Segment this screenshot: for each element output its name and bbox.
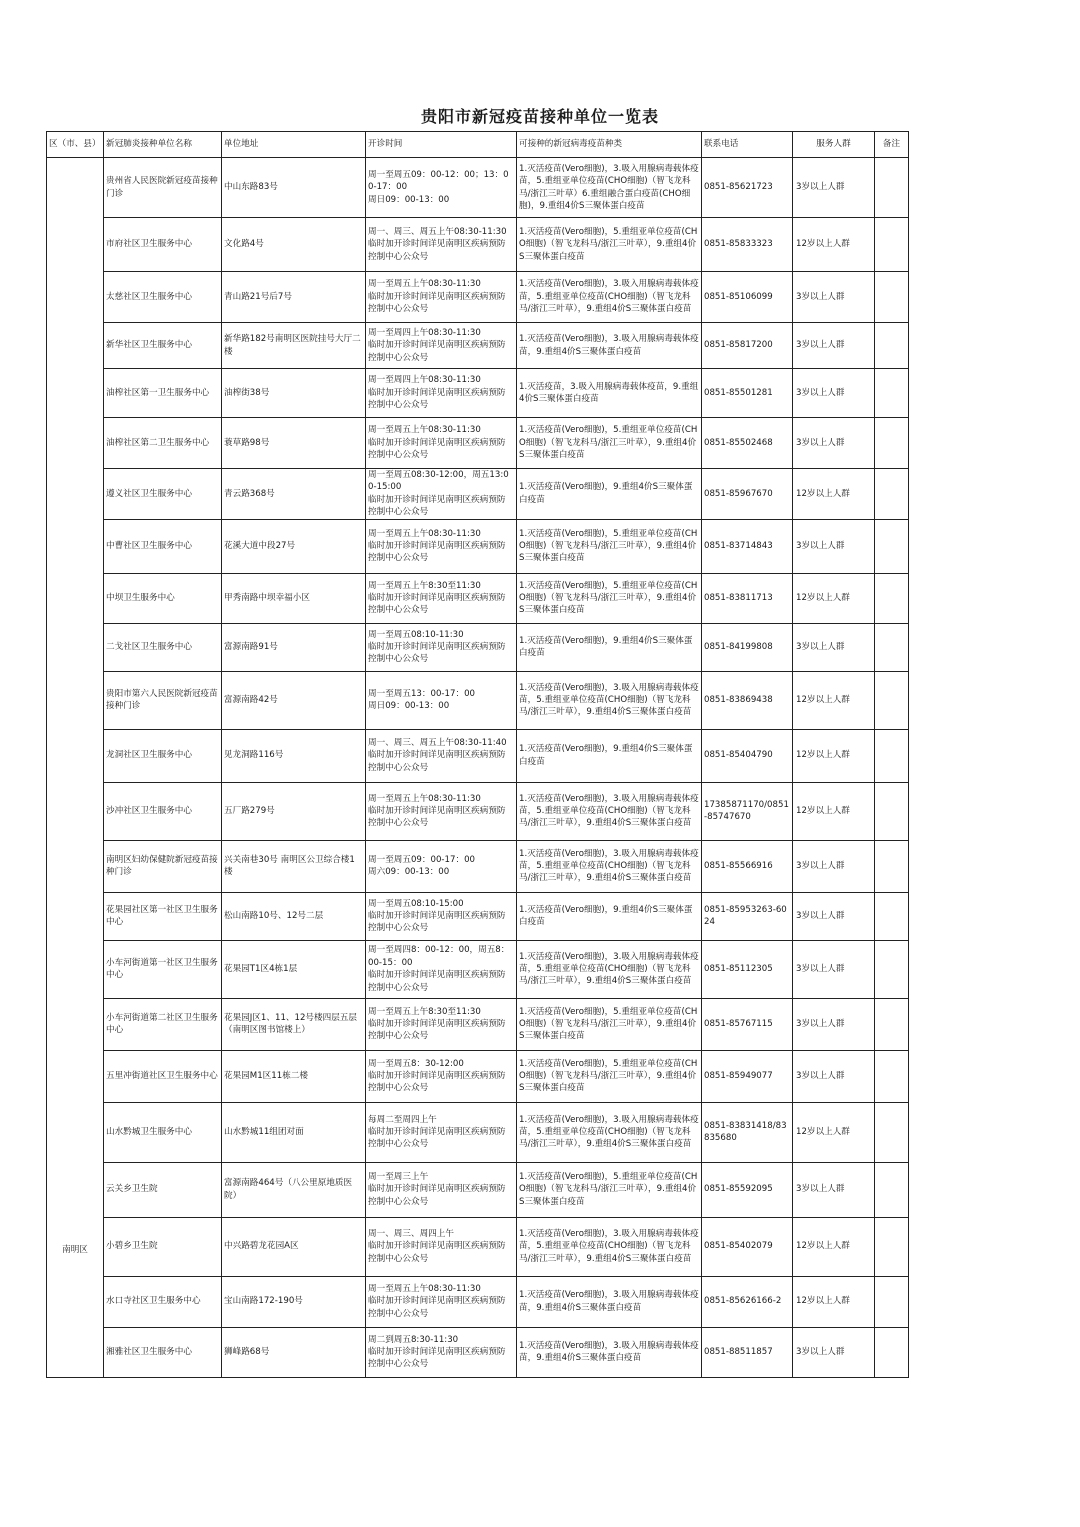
cell-phone: 0851-85112305 (702, 940, 793, 998)
cell-hours: 周一至周五08:10-11:30 临时加开诊时间详见南明区疾病预防控制中心公众号 (366, 623, 517, 671)
cell-phone: 0851-85626166-2 (702, 1276, 793, 1327)
cell-phone: 0851-85621723 (702, 158, 793, 218)
cell-hours: 周一至周四8：00-12：00，周五8：00-15：00 临时加开诊时间详见南明区疾病预防控制中心公众号 (366, 940, 517, 998)
cell-name: 太慈社区卫生服务中心 (104, 272, 222, 323)
cell-hours: 周一至周五上午08:30-11:30 临时加开诊时间详见南明区疾病预防控制中心公众号 (366, 272, 517, 323)
cell-vaccines: 1.灭活疫苗(Vero细胞)，5.重组亚单位疫苗(CHO细胞)（智飞龙科马/浙江三叶草），9.重组4价S三聚体蛋白疫苗 (517, 519, 702, 573)
table-row (47, 218, 909, 272)
cell-address: 中兴路碧龙花园A区 (222, 1217, 366, 1276)
cell-address: 富源南路464号（八公里原地质医院） (222, 1162, 366, 1217)
cell-population: 3岁以上人群 (793, 369, 875, 418)
cell-name: 水口寺社区卫生服务中心 (104, 1276, 222, 1327)
cell-remarks (875, 840, 909, 892)
cell-name: 中曹社区卫生服务中心 (104, 519, 222, 573)
cell-name: 新华社区卫生服务中心 (104, 323, 222, 369)
cell-address: 新华路182号南明区医院挂号大厅二楼 (222, 323, 366, 369)
table-row (47, 940, 909, 998)
cell-vaccines: 1.灭活疫苗(Vero细胞)，5.重组亚单位疫苗(CHO细胞)（智飞龙科马/浙江三叶草），9.重组4价S三聚体蛋白疫苗 (517, 998, 702, 1050)
cell-vaccines: 1.灭活疫苗(Vero细胞)，3.吸入用腺病毒载体疫苗，9.重组4价S三聚体蛋白疫苗 (517, 1327, 702, 1377)
cell-population: 12岁以上人群 (793, 1102, 875, 1162)
vaccination-table (46, 131, 909, 1378)
cell-population: 3岁以上人群 (793, 1327, 875, 1377)
cell-population: 12岁以上人群 (793, 729, 875, 782)
table-row (47, 782, 909, 840)
cell-vaccines: 1.灭活疫苗(Vero细胞)，3.吸入用腺病毒载体疫苗，5.重组亚单位疫苗(CHO细胞)（智飞龙科马/浙江三叶草），9.重组4价S三聚体蛋白疫苗 (517, 782, 702, 840)
table-row (47, 158, 909, 218)
cell-name: 市府社区卫生服务中心 (104, 218, 222, 272)
table-row (47, 892, 909, 940)
cell-hours: 周二到周五8:30-11:30 临时加开诊时间详见南明区疾病预防控制中心公众号 (366, 1327, 517, 1377)
cell-remarks (875, 469, 909, 520)
cell-phone: 0851-85767115 (702, 998, 793, 1050)
cell-name: 龙洞社区卫生服务中心 (104, 729, 222, 782)
cell-hours: 周一至周五08:10-15:00 临时加开诊时间详见南明区疾病预防控制中心公众号 (366, 892, 517, 940)
cell-population: 12岁以上人群 (793, 671, 875, 729)
cell-remarks (875, 573, 909, 623)
cell-population: 3岁以上人群 (793, 272, 875, 323)
cell-remarks (875, 729, 909, 782)
table-row (47, 671, 909, 729)
table-row (47, 1162, 909, 1217)
cell-population: 3岁以上人群 (793, 1162, 875, 1217)
cell-vaccines: 1.灭活疫苗(Vero细胞)，9.重组4价S三聚体蛋白疫苗 (517, 623, 702, 671)
cell-vaccines: 1.灭活疫苗(Vero细胞)，9.重组4价S三聚体蛋白疫苗 (517, 892, 702, 940)
cell-phone: 0851-85833323 (702, 218, 793, 272)
cell-phone: 0851-85404790 (702, 729, 793, 782)
cell-address: 五厂路279号 (222, 782, 366, 840)
cell-vaccines: 1.灭活疫苗(Vero细胞)，3.吸入用腺病毒载体疫苗，5.重组亚单位疫苗(CHO细胞)（智飞龙科马/浙江三叶草），9.重组4价S三聚体蛋白疫苗 (517, 1102, 702, 1162)
cell-address: 宝山南路172-190号 (222, 1276, 366, 1327)
cell-population: 12岁以上人群 (793, 469, 875, 520)
cell-hours: 周一至周五08:30-12:00，周五13:00-15:00 临时加开诊时间详见南明区疾病预防控制中心公众号 (366, 469, 517, 520)
table-title: 贵阳市新冠疫苗接种单位一览表 (420, 107, 659, 126)
cell-vaccines: 1.灭活疫苗(Vero细胞)，3.吸入用腺病毒载体疫苗，5.重组亚单位疫苗(CHO细胞)（智飞龙科马/浙江三叶草），9.重组4价S三聚体蛋白疫苗 (517, 671, 702, 729)
table-row (47, 469, 909, 520)
cell-address: 花果园M1区11栋二楼 (222, 1050, 366, 1102)
header-row (47, 132, 909, 158)
cell-address: 富源南路42号 (222, 671, 366, 729)
table-row (47, 623, 909, 671)
header-address: 单位地址 (222, 132, 366, 158)
cell-vaccines: 1.灭活疫苗，3.吸入用腺病毒载体疫苗，9.重组4价S三聚体蛋白疫苗 (517, 369, 702, 418)
cell-name: 湘雅社区卫生服务中心 (104, 1327, 222, 1377)
cell-remarks (875, 272, 909, 323)
header-district: 区（市、县） (47, 132, 104, 158)
cell-phone: 17385871170/0851-85747670 (702, 782, 793, 840)
cell-name: 油榨社区第一卫生服务中心 (104, 369, 222, 418)
cell-address: 松山南路10号、12号二层 (222, 892, 366, 940)
cell-remarks (875, 940, 909, 998)
cell-population: 12岁以上人群 (793, 218, 875, 272)
cell-phone: 0851-85106099 (702, 272, 793, 323)
cell-name: 山水黔城卫生服务中心 (104, 1102, 222, 1162)
cell-name: 南明区妇幼保健院新冠疫苗接种门诊 (104, 840, 222, 892)
cell-hours: 周一至周五上午08:30-11:30 临时加开诊时间详见南明区疾病预防控制中心公众号 (366, 519, 517, 573)
cell-remarks (875, 998, 909, 1050)
cell-address: 富源南路91号 (222, 623, 366, 671)
cell-name: 小碧乡卫生院 (104, 1217, 222, 1276)
cell-hours: 周一、周三、周五上午08:30-11:40 临时加开诊时间详见南明区疾病预防控制中心公众号 (366, 729, 517, 782)
cell-phone: 0851-83869438 (702, 671, 793, 729)
table-row (47, 1327, 909, 1377)
cell-remarks (875, 418, 909, 469)
table-row (47, 998, 909, 1050)
cell-address: 花溪大道中段27号 (222, 519, 366, 573)
cell-hours: 每周二至周四上午 临时加开诊时间详见南明区疾病预防控制中心公众号 (366, 1102, 517, 1162)
cell-address: 蓑草路98号 (222, 418, 366, 469)
cell-name: 小车河街道第一社区卫生服务中心 (104, 940, 222, 998)
cell-population: 3岁以上人群 (793, 1050, 875, 1102)
cell-name: 云关乡卫生院 (104, 1162, 222, 1217)
cell-remarks (875, 1050, 909, 1102)
cell-population: 3岁以上人群 (793, 623, 875, 671)
table-row (47, 519, 909, 573)
cell-population: 3岁以上人群 (793, 158, 875, 218)
cell-hours: 周一至周四上午08:30-11:30 临时加开诊时间详见南明区疾病预防控制中心公众号 (366, 369, 517, 418)
table-row (47, 1217, 909, 1276)
cell-hours: 周一至周五09：00-12：00；13：00-17：00 周日09：00-13：00 (366, 158, 517, 218)
cell-remarks (875, 218, 909, 272)
table-row (47, 729, 909, 782)
table-row (47, 840, 909, 892)
cell-phone: 0851-85566916 (702, 840, 793, 892)
table-row (47, 1276, 909, 1327)
cell-remarks (875, 323, 909, 369)
cell-name: 遵义社区卫生服务中心 (104, 469, 222, 520)
cell-population: 12岁以上人群 (793, 1217, 875, 1276)
cell-hours: 周一至周五上午08:30-11:30 临时加开诊时间详见南明区疾病预防控制中心公众号 (366, 782, 517, 840)
cell-population: 12岁以上人群 (793, 782, 875, 840)
cell-vaccines: 1.灭活疫苗(Vero细胞)，9.重组4价S三聚体蛋白疫苗 (517, 469, 702, 520)
cell-hours: 周一至周五上午08:30-11:30 临时加开诊时间详见南明区疾病预防控制中心公众号 (366, 418, 517, 469)
cell-population: 3岁以上人群 (793, 940, 875, 998)
cell-remarks (875, 1276, 909, 1327)
cell-vaccines: 1.灭活疫苗(Vero细胞)，5.重组亚单位疫苗(CHO细胞)（智飞龙科马/浙江三叶草），9.重组4价S三聚体蛋白疫苗 (517, 418, 702, 469)
cell-phone: 0851-85402079 (702, 1217, 793, 1276)
cell-address: 青山路21号后7号 (222, 272, 366, 323)
cell-remarks (875, 892, 909, 940)
cell-phone: 0851-85501281 (702, 369, 793, 418)
cell-phone: 0851-83831418/83835680 (702, 1102, 793, 1162)
cell-vaccines: 1.灭活疫苗(Vero细胞)，3.吸入用腺病毒载体疫苗，5.重组亚单位疫苗(CHO细胞)（智飞龙科马/浙江三叶草），9.重组4价S三聚体蛋白疫苗 (517, 840, 702, 892)
cell-population: 3岁以上人群 (793, 519, 875, 573)
cell-phone: 0851-85502468 (702, 418, 793, 469)
cell-hours: 周一至周五13：00-17：00 周日09：00-13：00 (366, 671, 517, 729)
cell-population: 3岁以上人群 (793, 418, 875, 469)
table-row (47, 1102, 909, 1162)
cell-address: 花果园T1区4栋1层 (222, 940, 366, 998)
cell-name: 沙冲社区卫生服务中心 (104, 782, 222, 840)
cell-phone: 0851-85592095 (702, 1162, 793, 1217)
cell-vaccines: 1.灭活疫苗(Vero细胞)，3.吸入用腺病毒载体疫苗，5.重组亚单位疫苗(CHO细胞)（智飞龙科马/浙江三叶草）6.重组融合蛋白疫苗(CHO细胞)，9.重组4价S三聚体蛋白疫苗 (517, 158, 702, 218)
cell-phone: 0851-83714843 (702, 519, 793, 573)
cell-address: 青云路368号 (222, 469, 366, 520)
cell-phone: 0851-85817200 (702, 323, 793, 369)
cell-remarks (875, 1102, 909, 1162)
cell-hours: 周一至周五上午08:30-11:30 临时加开诊时间详见南明区疾病预防控制中心公众号 (366, 1276, 517, 1327)
table-row (47, 573, 909, 623)
cell-remarks (875, 1162, 909, 1217)
cell-name: 贵阳市第六人民医院新冠疫苗接种门诊 (104, 671, 222, 729)
cell-remarks (875, 158, 909, 218)
cell-vaccines: 1.灭活疫苗(Vero细胞)，3.吸入用腺病毒载体疫苗，5.重组亚单位疫苗(CHO细胞)（智飞龙科马/浙江三叶草），9.重组4价S三聚体蛋白疫苗 (517, 1217, 702, 1276)
cell-hours: 周一至周五8：30-12:00 临时加开诊时间详见南明区疾病预防控制中心公众号 (366, 1050, 517, 1102)
cell-remarks (875, 369, 909, 418)
table-row (47, 272, 909, 323)
cell-phone: 0851-84199808 (702, 623, 793, 671)
cell-remarks (875, 782, 909, 840)
cell-hours: 周一至周五09：00-17：00 周六09：00-13：00 (366, 840, 517, 892)
table-row (47, 418, 909, 469)
cell-name: 中坝卫生服务中心 (104, 573, 222, 623)
cell-name: 小车河街道第二社区卫生服务中心 (104, 998, 222, 1050)
cell-address: 油榨街38号 (222, 369, 366, 418)
table-row (47, 1050, 909, 1102)
header-remarks: 备注 (875, 132, 909, 158)
cell-vaccines: 1.灭活疫苗(Vero细胞)，5.重组亚单位疫苗(CHO细胞)（智飞龙科马/浙江三叶草），9.重组4价S三聚体蛋白疫苗 (517, 1162, 702, 1217)
cell-address: 文化路4号 (222, 218, 366, 272)
cell-name: 五里冲街道社区卫生服务中心 (104, 1050, 222, 1102)
cell-vaccines: 1.灭活疫苗(Vero细胞)，3.吸入用腺病毒载体疫苗，5.重组亚单位疫苗(CHO细胞)（智飞龙科马/浙江三叶草），9.重组4价S三聚体蛋白疫苗 (517, 272, 702, 323)
cell-remarks (875, 1327, 909, 1377)
district-cell: 南明区 (47, 158, 104, 1378)
cell-population: 3岁以上人群 (793, 323, 875, 369)
cell-name: 贵州省人民医院新冠疫苗接种门诊 (104, 158, 222, 218)
cell-phone: 0851-88511857 (702, 1327, 793, 1377)
cell-remarks (875, 519, 909, 573)
cell-population: 12岁以上人群 (793, 1276, 875, 1327)
cell-name: 二戈社区卫生服务中心 (104, 623, 222, 671)
cell-address: 兴关南巷30号 南明区公卫综合楼1楼 (222, 840, 366, 892)
cell-phone: 0851-85953263-6024 (702, 892, 793, 940)
table-row (47, 323, 909, 369)
cell-address: 花果园J区1、11、12号楼四层五层（南明区图书馆楼上） (222, 998, 366, 1050)
cell-vaccines: 1.灭活疫苗(Vero细胞)，5.重组亚单位疫苗(CHO细胞)（智飞龙科马/浙江三叶草），9.重组4价S三聚体蛋白疫苗 (517, 1050, 702, 1102)
cell-remarks (875, 671, 909, 729)
cell-vaccines: 1.灭活疫苗(Vero细胞)，5.重组亚单位疫苗(CHO细胞)（智飞龙科马/浙江三叶草），9.重组4价S三聚体蛋白疫苗 (517, 573, 702, 623)
header-hours: 开诊时间 (366, 132, 517, 158)
cell-address: 狮峰路68号 (222, 1327, 366, 1377)
cell-population: 3岁以上人群 (793, 892, 875, 940)
cell-population: 3岁以上人群 (793, 840, 875, 892)
cell-phone: 0851-85949077 (702, 1050, 793, 1102)
cell-hours: 周一、周三、周四上午 临时加开诊时间详见南明区疾病预防控制中心公众号 (366, 1217, 517, 1276)
header-population: 服务人群 (793, 132, 875, 158)
cell-vaccines: 1.灭活疫苗(Vero细胞)，9.重组4价S三聚体蛋白疫苗 (517, 729, 702, 782)
cell-hours: 周一至周五上午8:30至11:30 临时加开诊时间详见南明区疾病预防控制中心公众号 (366, 998, 517, 1050)
cell-hours: 周一至周四上午08:30-11:30 临时加开诊时间详见南明区疾病预防控制中心公众号 (366, 323, 517, 369)
cell-remarks (875, 623, 909, 671)
cell-address: 山水黔城11组团对面 (222, 1102, 366, 1162)
cell-address: 甲秀南路中坝幸福小区 (222, 573, 366, 623)
header-name: 新冠肺炎接种单位名称 (104, 132, 222, 158)
cell-name: 花果园社区第一社区卫生服务中心 (104, 892, 222, 940)
cell-vaccines: 1.灭活疫苗(Vero细胞)，3.吸入用腺病毒载体疫苗，9.重组4价S三聚体蛋白疫苗 (517, 323, 702, 369)
cell-phone: 0851-85967670 (702, 469, 793, 520)
cell-vaccines: 1.灭活疫苗(Vero细胞)，3.吸入用腺病毒载体疫苗，5.重组亚单位疫苗(CHO细胞)（智飞龙科马/浙江三叶草），9.重组4价S三聚体蛋白疫苗 (517, 940, 702, 998)
cell-population: 3岁以上人群 (793, 998, 875, 1050)
cell-vaccines: 1.灭活疫苗(Vero细胞)，3.吸入用腺病毒载体疫苗，9.重组4价S三聚体蛋白疫苗 (517, 1276, 702, 1327)
cell-hours: 周一至周三上午 临时加开诊时间详见南明区疾病预防控制中心公众号 (366, 1162, 517, 1217)
cell-population: 12岁以上人群 (793, 573, 875, 623)
header-phone: 联系电话 (702, 132, 793, 158)
cell-hours: 周一至周五上午8:30至11:30 临时加开诊时间详见南明区疾病预防控制中心公众号 (366, 573, 517, 623)
cell-remarks (875, 1217, 909, 1276)
cell-vaccines: 1.灭活疫苗(Vero细胞)，5.重组亚单位疫苗(CHO细胞)（智飞龙科马/浙江三叶草），9.重组4价S三聚体蛋白疫苗 (517, 218, 702, 272)
table-row (47, 369, 909, 418)
cell-address: 见龙洞路116号 (222, 729, 366, 782)
cell-hours: 周一、周三、周五上午08:30-11:30 临时加开诊时间详见南明区疾病预防控制中心公众号 (366, 218, 517, 272)
cell-phone: 0851-83811713 (702, 573, 793, 623)
cell-name: 油榨社区第二卫生服务中心 (104, 418, 222, 469)
header-vaccines: 可接种的新冠病毒疫苗种类 (517, 132, 702, 158)
cell-address: 中山东路83号 (222, 158, 366, 218)
